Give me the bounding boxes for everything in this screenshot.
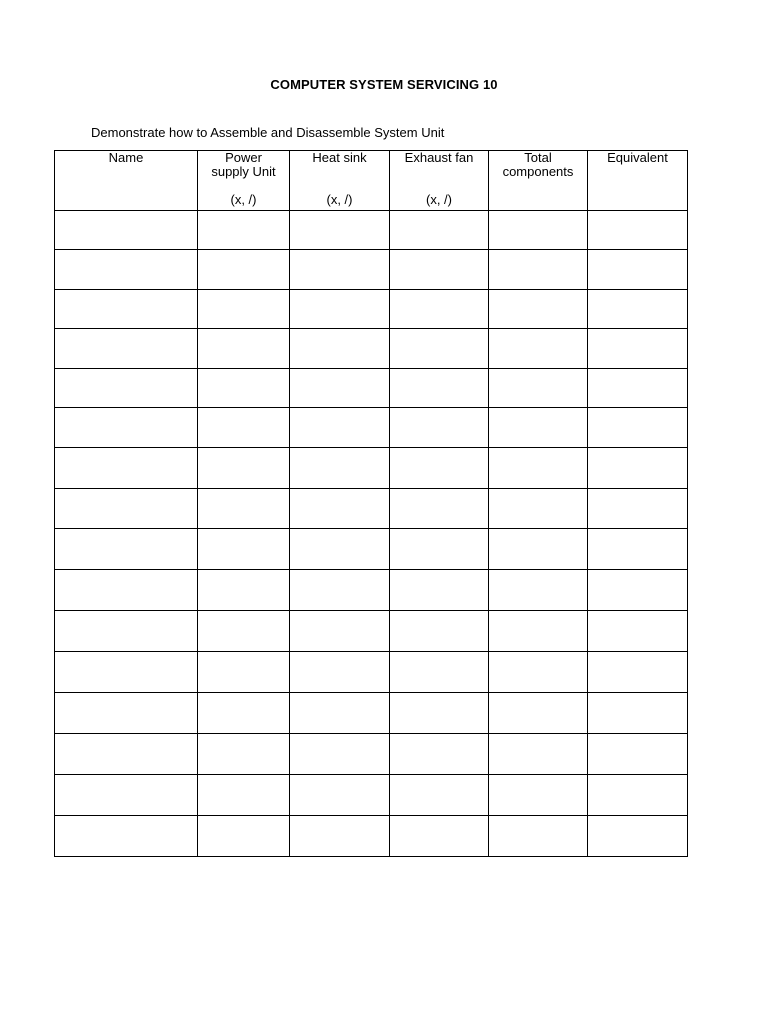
table-cell[interactable] (588, 369, 688, 408)
table-cell[interactable] (55, 693, 198, 734)
table-cell[interactable] (390, 290, 489, 329)
table-cell[interactable] (55, 816, 198, 857)
table-cell[interactable] (390, 489, 489, 529)
table-row (55, 448, 688, 489)
table-cell[interactable] (390, 734, 489, 775)
table-cell[interactable] (489, 211, 588, 250)
table-cell[interactable] (198, 611, 290, 652)
table-row (55, 250, 688, 290)
table-cell[interactable] (198, 693, 290, 734)
table-cell[interactable] (489, 290, 588, 329)
table-cell[interactable] (198, 816, 290, 857)
table-cell[interactable] (290, 734, 390, 775)
table-cell[interactable] (489, 529, 588, 570)
table-cell[interactable] (588, 775, 688, 816)
header-exhaust-fan-label: Exhaust fan (404, 150, 474, 165)
table-cell[interactable] (198, 529, 290, 570)
table-row (55, 816, 688, 857)
table-cell[interactable] (55, 448, 198, 489)
table-cell[interactable] (290, 489, 390, 529)
table-cell[interactable] (55, 369, 198, 408)
table-row (55, 369, 688, 408)
table-cell[interactable] (55, 775, 198, 816)
table-row (55, 734, 688, 775)
table-row (55, 775, 688, 816)
header-total-label-line2: components (502, 164, 574, 179)
table-row (55, 408, 688, 448)
table-cell[interactable] (290, 290, 390, 329)
table-cell[interactable] (489, 448, 588, 489)
table-cell[interactable] (290, 529, 390, 570)
header-equivalent-label: Equivalent (607, 150, 668, 165)
table-cell[interactable] (390, 329, 489, 369)
header-name (55, 151, 198, 211)
table-cell[interactable] (198, 290, 290, 329)
table-row (55, 290, 688, 329)
table-cell[interactable] (390, 529, 489, 570)
document-title: COMPUTER SYSTEM SERVICING 10 (270, 77, 498, 92)
table-cell[interactable] (489, 693, 588, 734)
table-cell[interactable] (290, 408, 390, 448)
table-row (55, 652, 688, 693)
header-power-supply-label-line1: Power (225, 150, 262, 165)
table-cell[interactable] (198, 369, 290, 408)
table-row (55, 693, 688, 734)
table-cell[interactable] (390, 369, 489, 408)
header-name-label: Name (108, 150, 144, 165)
table-row (55, 570, 688, 611)
table-cell[interactable] (198, 448, 290, 489)
table-cell[interactable] (489, 408, 588, 448)
table-cell[interactable] (55, 734, 198, 775)
table-cell[interactable] (290, 570, 390, 611)
table-cell[interactable] (55, 250, 198, 290)
header-exhaust-fan (390, 151, 489, 211)
table-cell[interactable] (588, 570, 688, 611)
table-cell[interactable] (390, 775, 489, 816)
table-cell[interactable] (489, 329, 588, 369)
table-cell[interactable] (390, 250, 489, 290)
table-cell[interactable] (198, 652, 290, 693)
table-cell[interactable] (489, 369, 588, 408)
table-cell[interactable] (390, 652, 489, 693)
table-cell[interactable] (290, 693, 390, 734)
table-cell[interactable] (55, 529, 198, 570)
table-cell[interactable] (290, 250, 390, 290)
table-cell[interactable] (489, 816, 588, 857)
table-cell[interactable] (290, 211, 390, 250)
table-cell[interactable] (489, 734, 588, 775)
assessment-table (54, 150, 688, 857)
table-cell[interactable] (588, 290, 688, 329)
header-power-supply-label-line2: supply Unit (211, 164, 276, 179)
table-cell[interactable] (390, 816, 489, 857)
table-row (55, 611, 688, 652)
table-cell[interactable] (390, 211, 489, 250)
table-cell[interactable] (588, 211, 688, 250)
table-cell[interactable] (588, 652, 688, 693)
header-heat-sink-label: Heat sink (312, 150, 367, 165)
table-cell[interactable] (290, 611, 390, 652)
table-cell[interactable] (489, 570, 588, 611)
table-cell[interactable] (198, 329, 290, 369)
table-row (55, 329, 688, 369)
header-equivalent (588, 151, 688, 211)
header-exhaust-fan-mark: (x, /) (426, 192, 452, 207)
table-cell[interactable] (55, 290, 198, 329)
header-heat-sink-mark: (x, /) (326, 192, 353, 207)
table-cell[interactable] (588, 529, 688, 570)
table-cell[interactable] (588, 448, 688, 489)
document-subtitle: Demonstrate how to Assemble and Disassemble System Unit (91, 125, 445, 140)
header-power-supply-unit (198, 151, 290, 211)
table-body (55, 211, 688, 857)
table-cell[interactable] (390, 693, 489, 734)
table-cell[interactable] (390, 448, 489, 489)
table-cell[interactable] (588, 816, 688, 857)
table-cell[interactable] (55, 211, 198, 250)
table-cell[interactable] (198, 250, 290, 290)
table-row (55, 489, 688, 529)
table-cell[interactable] (489, 611, 588, 652)
table-cell[interactable] (588, 734, 688, 775)
table-cell[interactable] (198, 570, 290, 611)
table-cell[interactable] (55, 611, 198, 652)
header-total-components (489, 151, 588, 211)
table-row (55, 211, 688, 250)
table-cell[interactable] (489, 489, 588, 529)
table-cell[interactable] (55, 489, 198, 529)
table-cell[interactable] (198, 489, 290, 529)
table-cell[interactable] (198, 211, 290, 250)
table-cell[interactable] (290, 816, 390, 857)
table-cell[interactable] (290, 448, 390, 489)
header-heat-sink (290, 151, 390, 211)
table-cell[interactable] (489, 652, 588, 693)
table-cell[interactable] (390, 570, 489, 611)
table-row (55, 529, 688, 570)
table-cell[interactable] (198, 408, 290, 448)
table-cell[interactable] (198, 734, 290, 775)
table-header-row (55, 151, 688, 211)
table-cell[interactable] (588, 329, 688, 369)
table-cell[interactable] (55, 570, 198, 611)
table-cell[interactable] (489, 775, 588, 816)
table-cell[interactable] (588, 250, 688, 290)
table-cell[interactable] (290, 775, 390, 816)
header-total-label-line1: Total (524, 150, 552, 165)
table-cell[interactable] (588, 489, 688, 529)
table-cell[interactable] (55, 329, 198, 369)
table-cell[interactable] (290, 369, 390, 408)
table-cell[interactable] (588, 693, 688, 734)
header-power-supply-mark: (x, /) (230, 192, 257, 207)
table-cell[interactable] (588, 611, 688, 652)
table-cell[interactable] (390, 611, 489, 652)
table-cell[interactable] (198, 775, 290, 816)
table-cell[interactable] (489, 250, 588, 290)
table-cell[interactable] (390, 408, 489, 448)
table-cell[interactable] (55, 408, 198, 448)
table-cell[interactable] (588, 408, 688, 448)
table-cell[interactable] (290, 329, 390, 369)
table-cell[interactable] (290, 652, 390, 693)
table-cell[interactable] (55, 652, 198, 693)
